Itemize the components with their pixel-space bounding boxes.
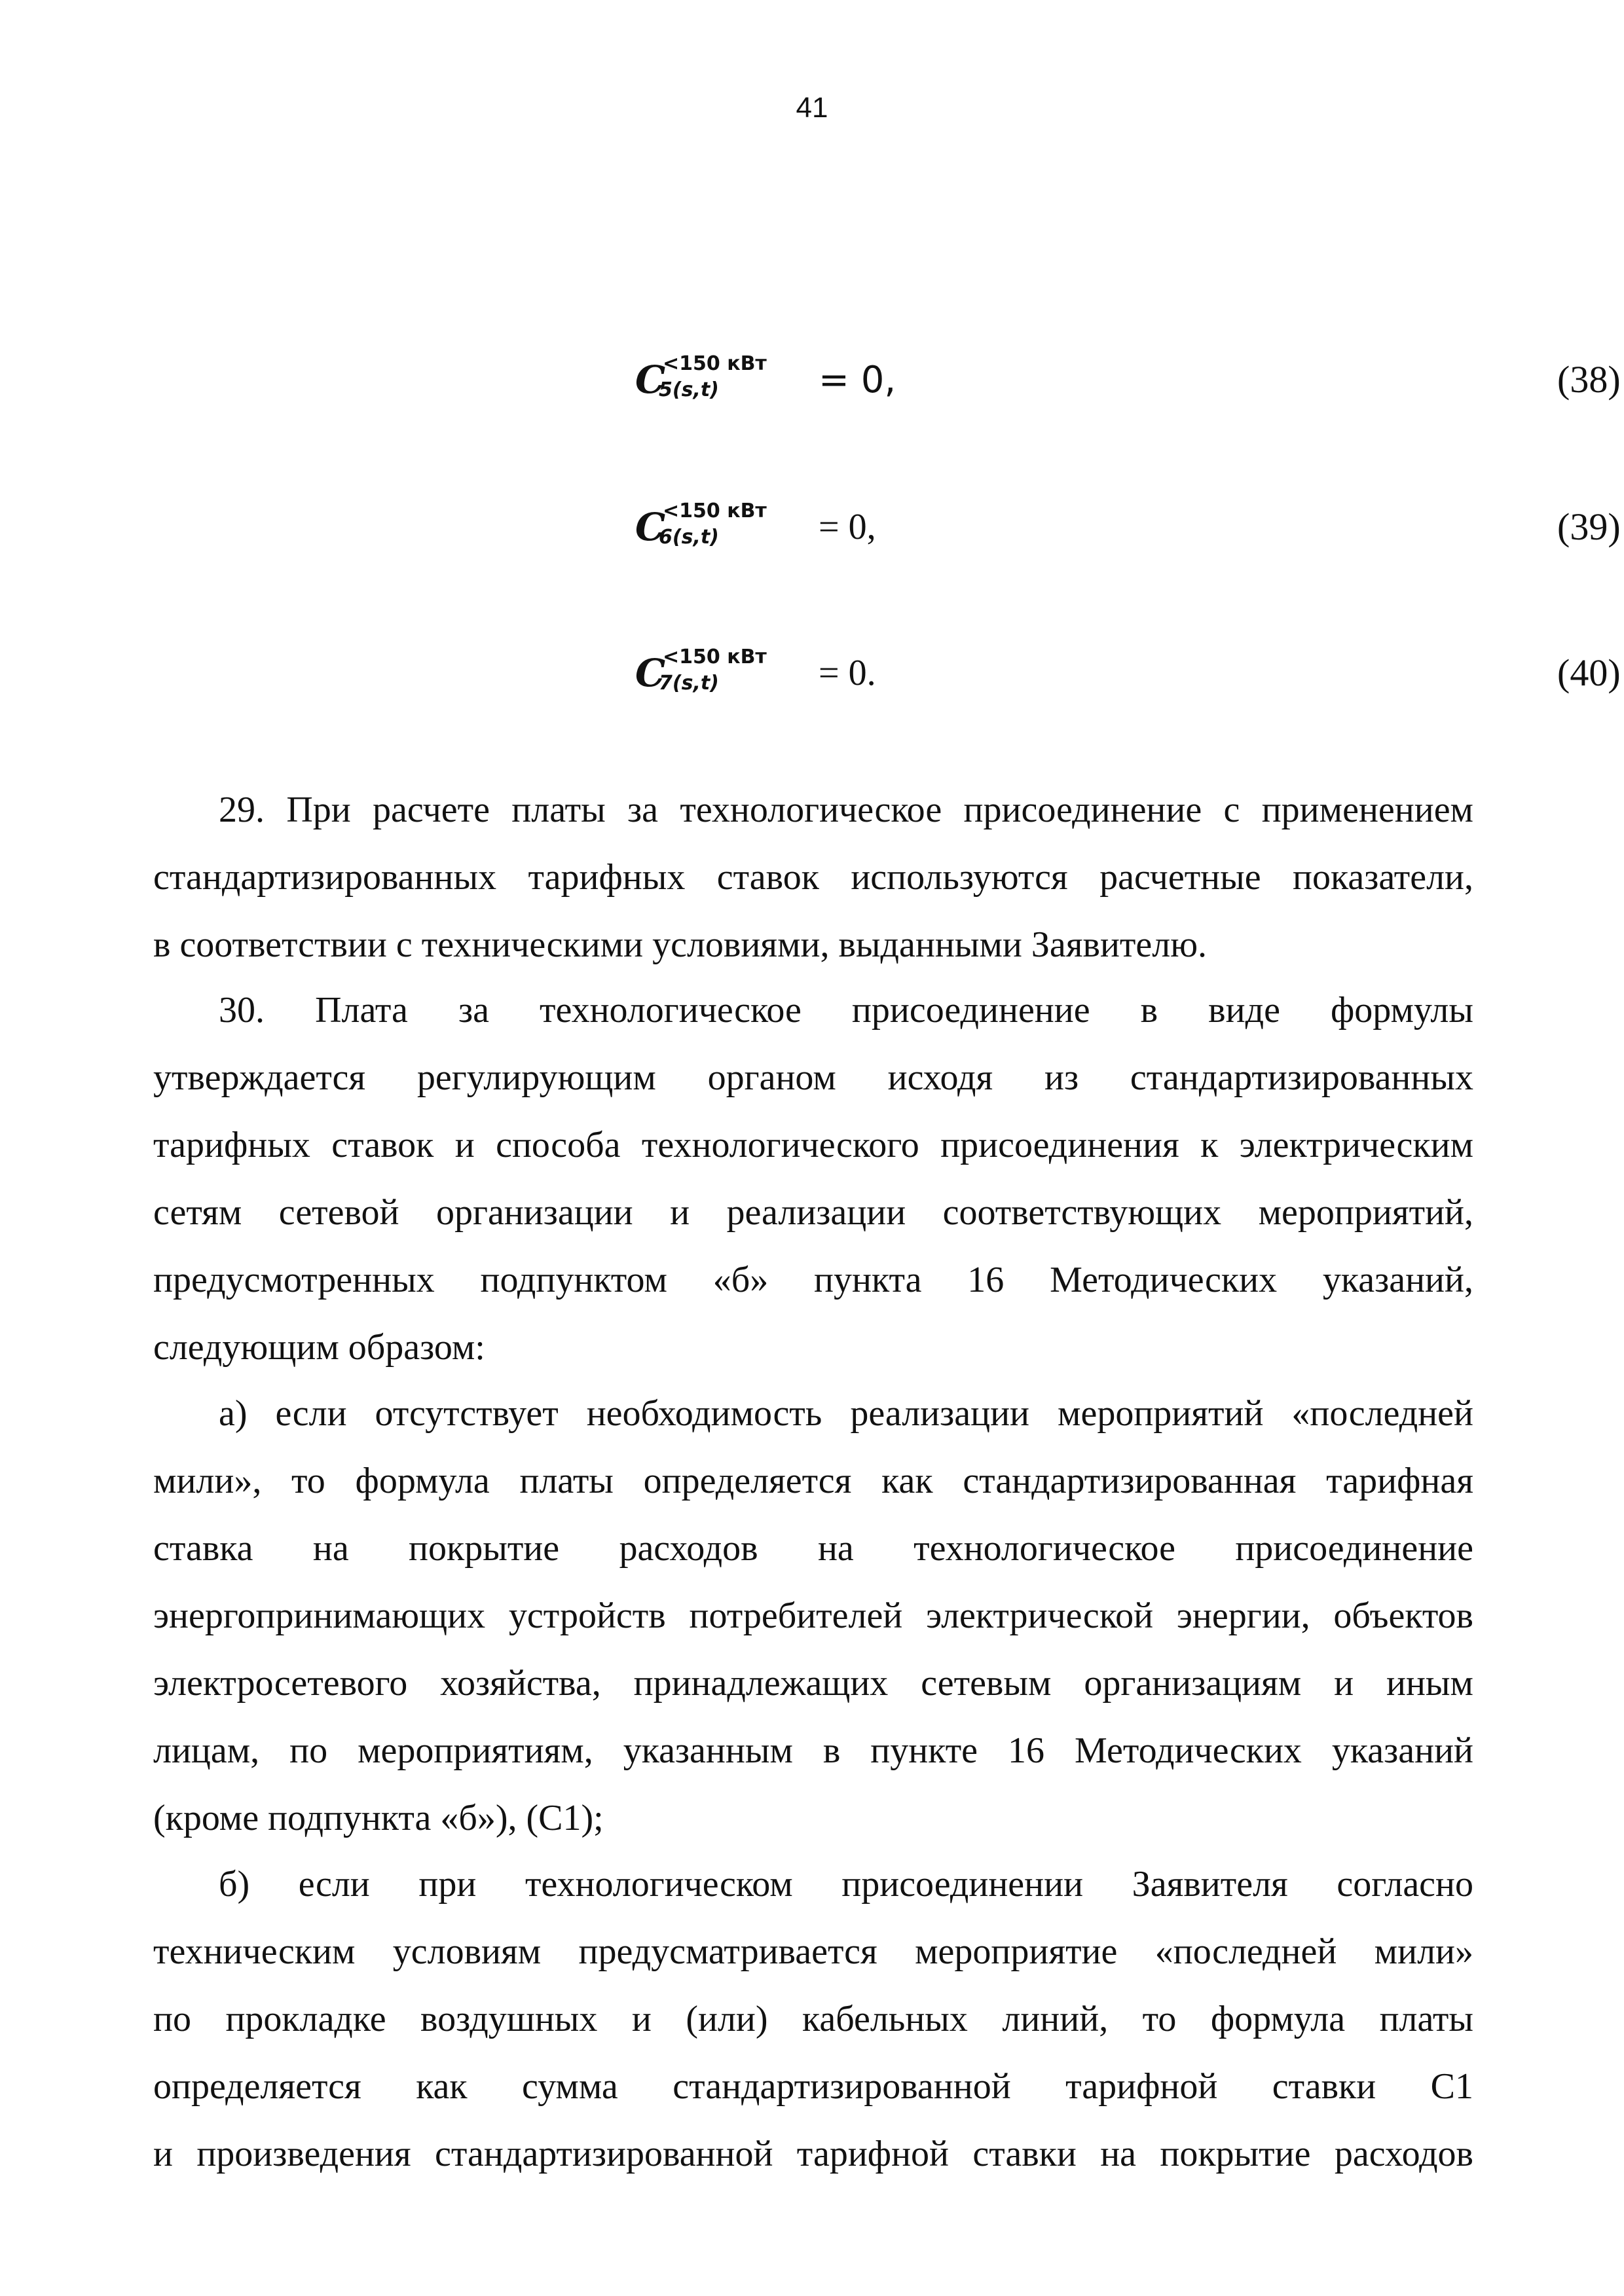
text-line: стандартизированных тарифных ставок используются расчетные показатели, <box>153 857 1473 898</box>
formula-superscript: <150 кВт <box>663 352 767 375</box>
subparagraph-b <box>153 1851 1473 2188</box>
equation-number: (40) <box>1557 651 1621 694</box>
equation-number: (38) <box>1557 358 1621 401</box>
text-line: техническим условиям предусматривается мероприятие «последней мили» <box>153 1931 1473 1972</box>
formula-subscript: 5(s,t) <box>659 378 719 401</box>
text-line: определяется как сумма стандартизированной тарифной ставки C1 <box>153 2066 1473 2107</box>
formula-symbol: C <box>635 357 666 402</box>
formula-subscript: 7(s,t) <box>659 672 719 695</box>
text-line: б) если при технологическом присоединении Заявителя согласно <box>219 1864 1473 1904</box>
formula-rhs: = 0, <box>819 359 896 401</box>
text-line: (кроме подпункта «б»), (C1); <box>153 1798 604 1838</box>
formula-38 <box>0 340 1624 419</box>
text-line: мили», то формула платы определяется как стандартизированная тарифная <box>153 1461 1473 1501</box>
text-line: 29. При расчете платы за технологическое присоединение с применением <box>219 790 1473 830</box>
text-line: ставка на покрытие расходов на технологическое присоединение <box>153 1528 1473 1569</box>
text-line: энергопринимающих устройств потребителей электрической энергии, объектов <box>153 1595 1473 1636</box>
text-line: тарифных ставок и способа технологического присоединения к электрическим <box>153 1125 1473 1165</box>
equation-number: (39) <box>1557 505 1621 548</box>
formula-subscript: 6(s,t) <box>659 526 719 549</box>
text-line: следующим образом: <box>153 1327 485 1368</box>
text-line: лицам, по мероприятиям, указанным в пункте 16 Методических указаний <box>153 1730 1473 1771</box>
formula-39 <box>0 488 1624 566</box>
text-line: утверждается регулирующим органом исходя из стандартизированных <box>153 1057 1473 1098</box>
formula-symbol: C <box>635 505 666 549</box>
text-line: и произведения стандартизированной тарифной ставки на покрытие расходов <box>153 2134 1473 2174</box>
paragraph-29 <box>153 776 1473 979</box>
text-line: а) если отсутствует необходимость реализации мероприятий «последней <box>219 1393 1473 1434</box>
text-line: 30. Плата за технологическое присоединение в виде формулы <box>219 990 1473 1030</box>
text-line: электросетевого хозяйства, принадлежащих сетевым организациям и иным <box>153 1663 1473 1704</box>
text-line: предусмотренных подпунктом «б» пункта 16 Методических указаний, <box>153 1260 1473 1300</box>
text-line: в соответствии с техническими условиями, выданными Заявителю. <box>153 924 1208 965</box>
formula-rhs: = 0. <box>819 653 876 693</box>
formula-symbol: C <box>635 651 666 695</box>
formula-superscript: <150 кВт <box>663 646 767 668</box>
formula-rhs: = 0, <box>819 507 876 547</box>
text-line: по прокладке воздушных и (или) кабельных линий, то формула платы <box>153 1999 1473 2039</box>
formula-40 <box>0 634 1624 712</box>
page-number: 41 <box>796 92 828 124</box>
text-line: сетям сетевой организации и реализации соответствующих мероприятий, <box>153 1192 1473 1233</box>
formula-superscript: <150 кВт <box>663 500 767 522</box>
subparagraph-a <box>153 1380 1473 1852</box>
paragraph-30 <box>153 977 1473 1381</box>
